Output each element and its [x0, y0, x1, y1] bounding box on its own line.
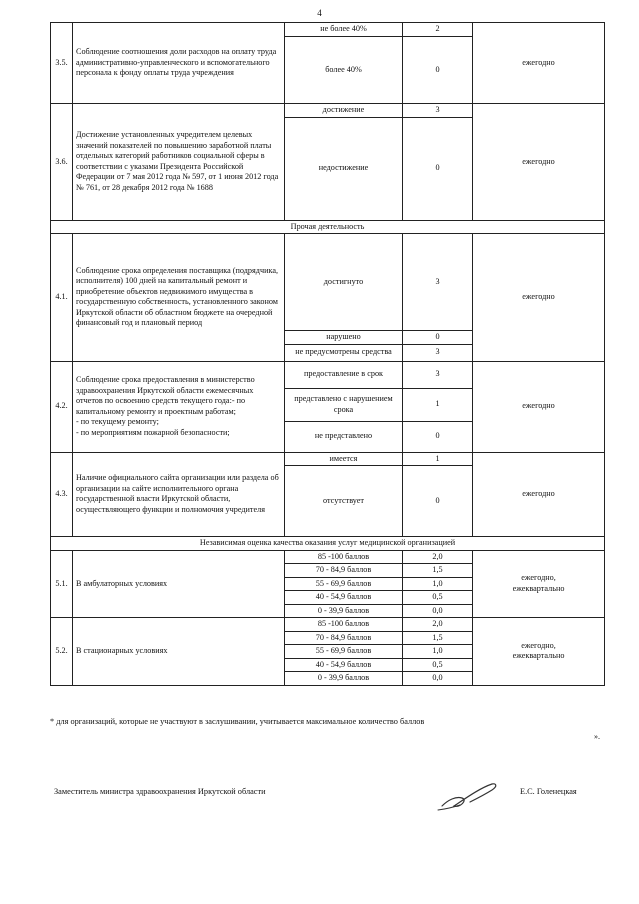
row-number: 3.6. [51, 104, 73, 221]
section-header-quality [51, 537, 605, 551]
page-number: 4 [317, 8, 322, 18]
row-frequency [473, 550, 605, 618]
criterion-score: 0,0 [403, 604, 473, 618]
criterion-label: нарушено [285, 331, 403, 345]
criterion-score: 1,0 [403, 645, 473, 659]
description-line: - по мероприятиям пожарной безопасности; [76, 427, 230, 437]
table-row-4-1 [51, 234, 605, 331]
criterion-score: 0 [403, 421, 473, 452]
footnote: * для организаций, которые не участвуют в заслушивании, учитывается максимальное количество баллов [50, 717, 425, 726]
criterion-label: 70 - 84,9 баллов [285, 564, 403, 578]
criterion-score: 0 [403, 466, 473, 537]
row-frequency: ежегодно [473, 452, 605, 537]
criterion-score: 3 [403, 344, 473, 361]
table-row-5-2 [51, 618, 605, 632]
criterion-score: 0,0 [403, 672, 473, 686]
section-title: Независимая оценка качества оказания услуг медицинской организацией [51, 537, 605, 551]
criterion-label: не представлено [285, 421, 403, 452]
criterion-score: 2,0 [403, 550, 473, 564]
row-description: Наличие официального сайта организации или раздела об организации на сайте исполнительного органа государственной власти Иркутской области, осуществляющего функции и полномочия учредителя [73, 452, 285, 537]
criterion-label: 0 - 39,9 баллов [285, 672, 403, 686]
table-row-4-3 [51, 452, 605, 466]
table-row-4-2 [51, 361, 605, 388]
row-description: В стационарных условиях [73, 618, 285, 686]
criterion-label: 40 - 54,9 баллов [285, 658, 403, 672]
description-line: Соблюдение срока предоставления в министерство здравоохранения Иркутской области ежемесячных отчетов по освоению средств текущего года:- по капитальному ремонту и проектным работам; [76, 375, 255, 416]
table-row-3-5 [51, 23, 605, 37]
criterion-score: 0 [403, 117, 473, 220]
criterion-label: 85 -100 баллов [285, 618, 403, 632]
row-number: 5.1. [51, 550, 73, 618]
row-number: 5.2. [51, 618, 73, 686]
row-frequency: ежегодно [473, 234, 605, 362]
row-description: Достижение установленных учредителем целевых значений показателей по повышению заработной платы отдельных категорий работников социальной сферы в соответствии с указами Президента Российской Федерации от 7 мая 2012 года № 597, от 1 июня 2012 года № 761, от 28 декабря 2012 года № 1688 [73, 104, 285, 221]
criterion-label: предоставление в срок [285, 361, 403, 388]
row-description: Соблюдение срока определения поставщика (подрядчика, исполнителя) 100 дней на капитальный ремонт и приобретение объектов недвижимого имущества в государственную собственность, установленного законом Иркутской области об областном бюджете на очередной финансовый год и плановый период [73, 234, 285, 362]
criterion-label: 85 -100 баллов [285, 550, 403, 564]
section-title: Прочая деятельность [51, 220, 605, 234]
criterion-label: достижение [285, 104, 403, 118]
signatory-name: Е.С. Голенецкая [520, 787, 577, 796]
row-number: 4.3. [51, 452, 73, 537]
criterion-label: не более 40% [285, 23, 403, 37]
criterion-score: 1,0 [403, 577, 473, 591]
row-number: 4.2. [51, 361, 73, 452]
criterion-score: 0,5 [403, 591, 473, 605]
criterion-score: 3 [403, 104, 473, 118]
table-row-5-1 [51, 550, 605, 564]
criterion-label: достигнуто [285, 234, 403, 331]
criterion-label: недостижение [285, 117, 403, 220]
frequency-line: ежегодно, [521, 640, 556, 650]
row-frequency: ежегодно [473, 104, 605, 221]
criterion-score: 1,5 [403, 564, 473, 578]
criterion-score: 2,0 [403, 618, 473, 632]
criterion-score: 3 [403, 361, 473, 388]
closing-quote: ». [594, 732, 600, 741]
criterion-score: 2 [403, 23, 473, 37]
criterion-score: 0,5 [403, 658, 473, 672]
criterion-score: 0 [403, 331, 473, 345]
signatory-position: Заместитель министра здравоохранения Иркутской области [54, 787, 266, 796]
criterion-score: 1,5 [403, 631, 473, 645]
criterion-label: 70 - 84,9 баллов [285, 631, 403, 645]
criterion-label: 55 - 69,9 баллов [285, 577, 403, 591]
criterion-score: 3 [403, 234, 473, 331]
criterion-label: имеется [285, 452, 403, 466]
criterion-label: более 40% [285, 37, 403, 104]
handwritten-signature-icon [436, 776, 506, 816]
criterion-score: 0 [403, 37, 473, 104]
row-frequency: ежегодно [473, 361, 605, 452]
row-frequency [473, 618, 605, 686]
row-description: Соблюдение соотношения доли расходов на оплату труда административно-управленческого и вспомогательного персонала к фонду оплаты труда учреждения [73, 23, 285, 104]
criterion-label: представлено с нарушением срока [285, 388, 403, 421]
row-description: В амбулаторных условиях [73, 550, 285, 618]
section-header-other [51, 220, 605, 234]
row-number: 4.1. [51, 234, 73, 362]
criterion-label: отсутствует [285, 466, 403, 537]
criterion-label: 0 - 39,9 баллов [285, 604, 403, 618]
table-row-3-6 [51, 104, 605, 118]
criteria-table [50, 22, 605, 686]
criterion-label: 55 - 69,9 баллов [285, 645, 403, 659]
row-description [73, 361, 285, 452]
description-line: - по текущему ремонту; [76, 417, 159, 426]
frequency-line: ежегодно, [521, 573, 556, 583]
criterion-score: 1 [403, 452, 473, 466]
row-frequency: ежегодно [473, 23, 605, 104]
criterion-label: 40 - 54,9 баллов [285, 591, 403, 605]
row-number: 3.5. [51, 23, 73, 104]
frequency-line: ежеквартально [512, 651, 565, 661]
criterion-score: 1 [403, 388, 473, 421]
criterion-label: не предусмотрены средства [285, 344, 403, 361]
frequency-line: ежеквартально [512, 583, 565, 593]
